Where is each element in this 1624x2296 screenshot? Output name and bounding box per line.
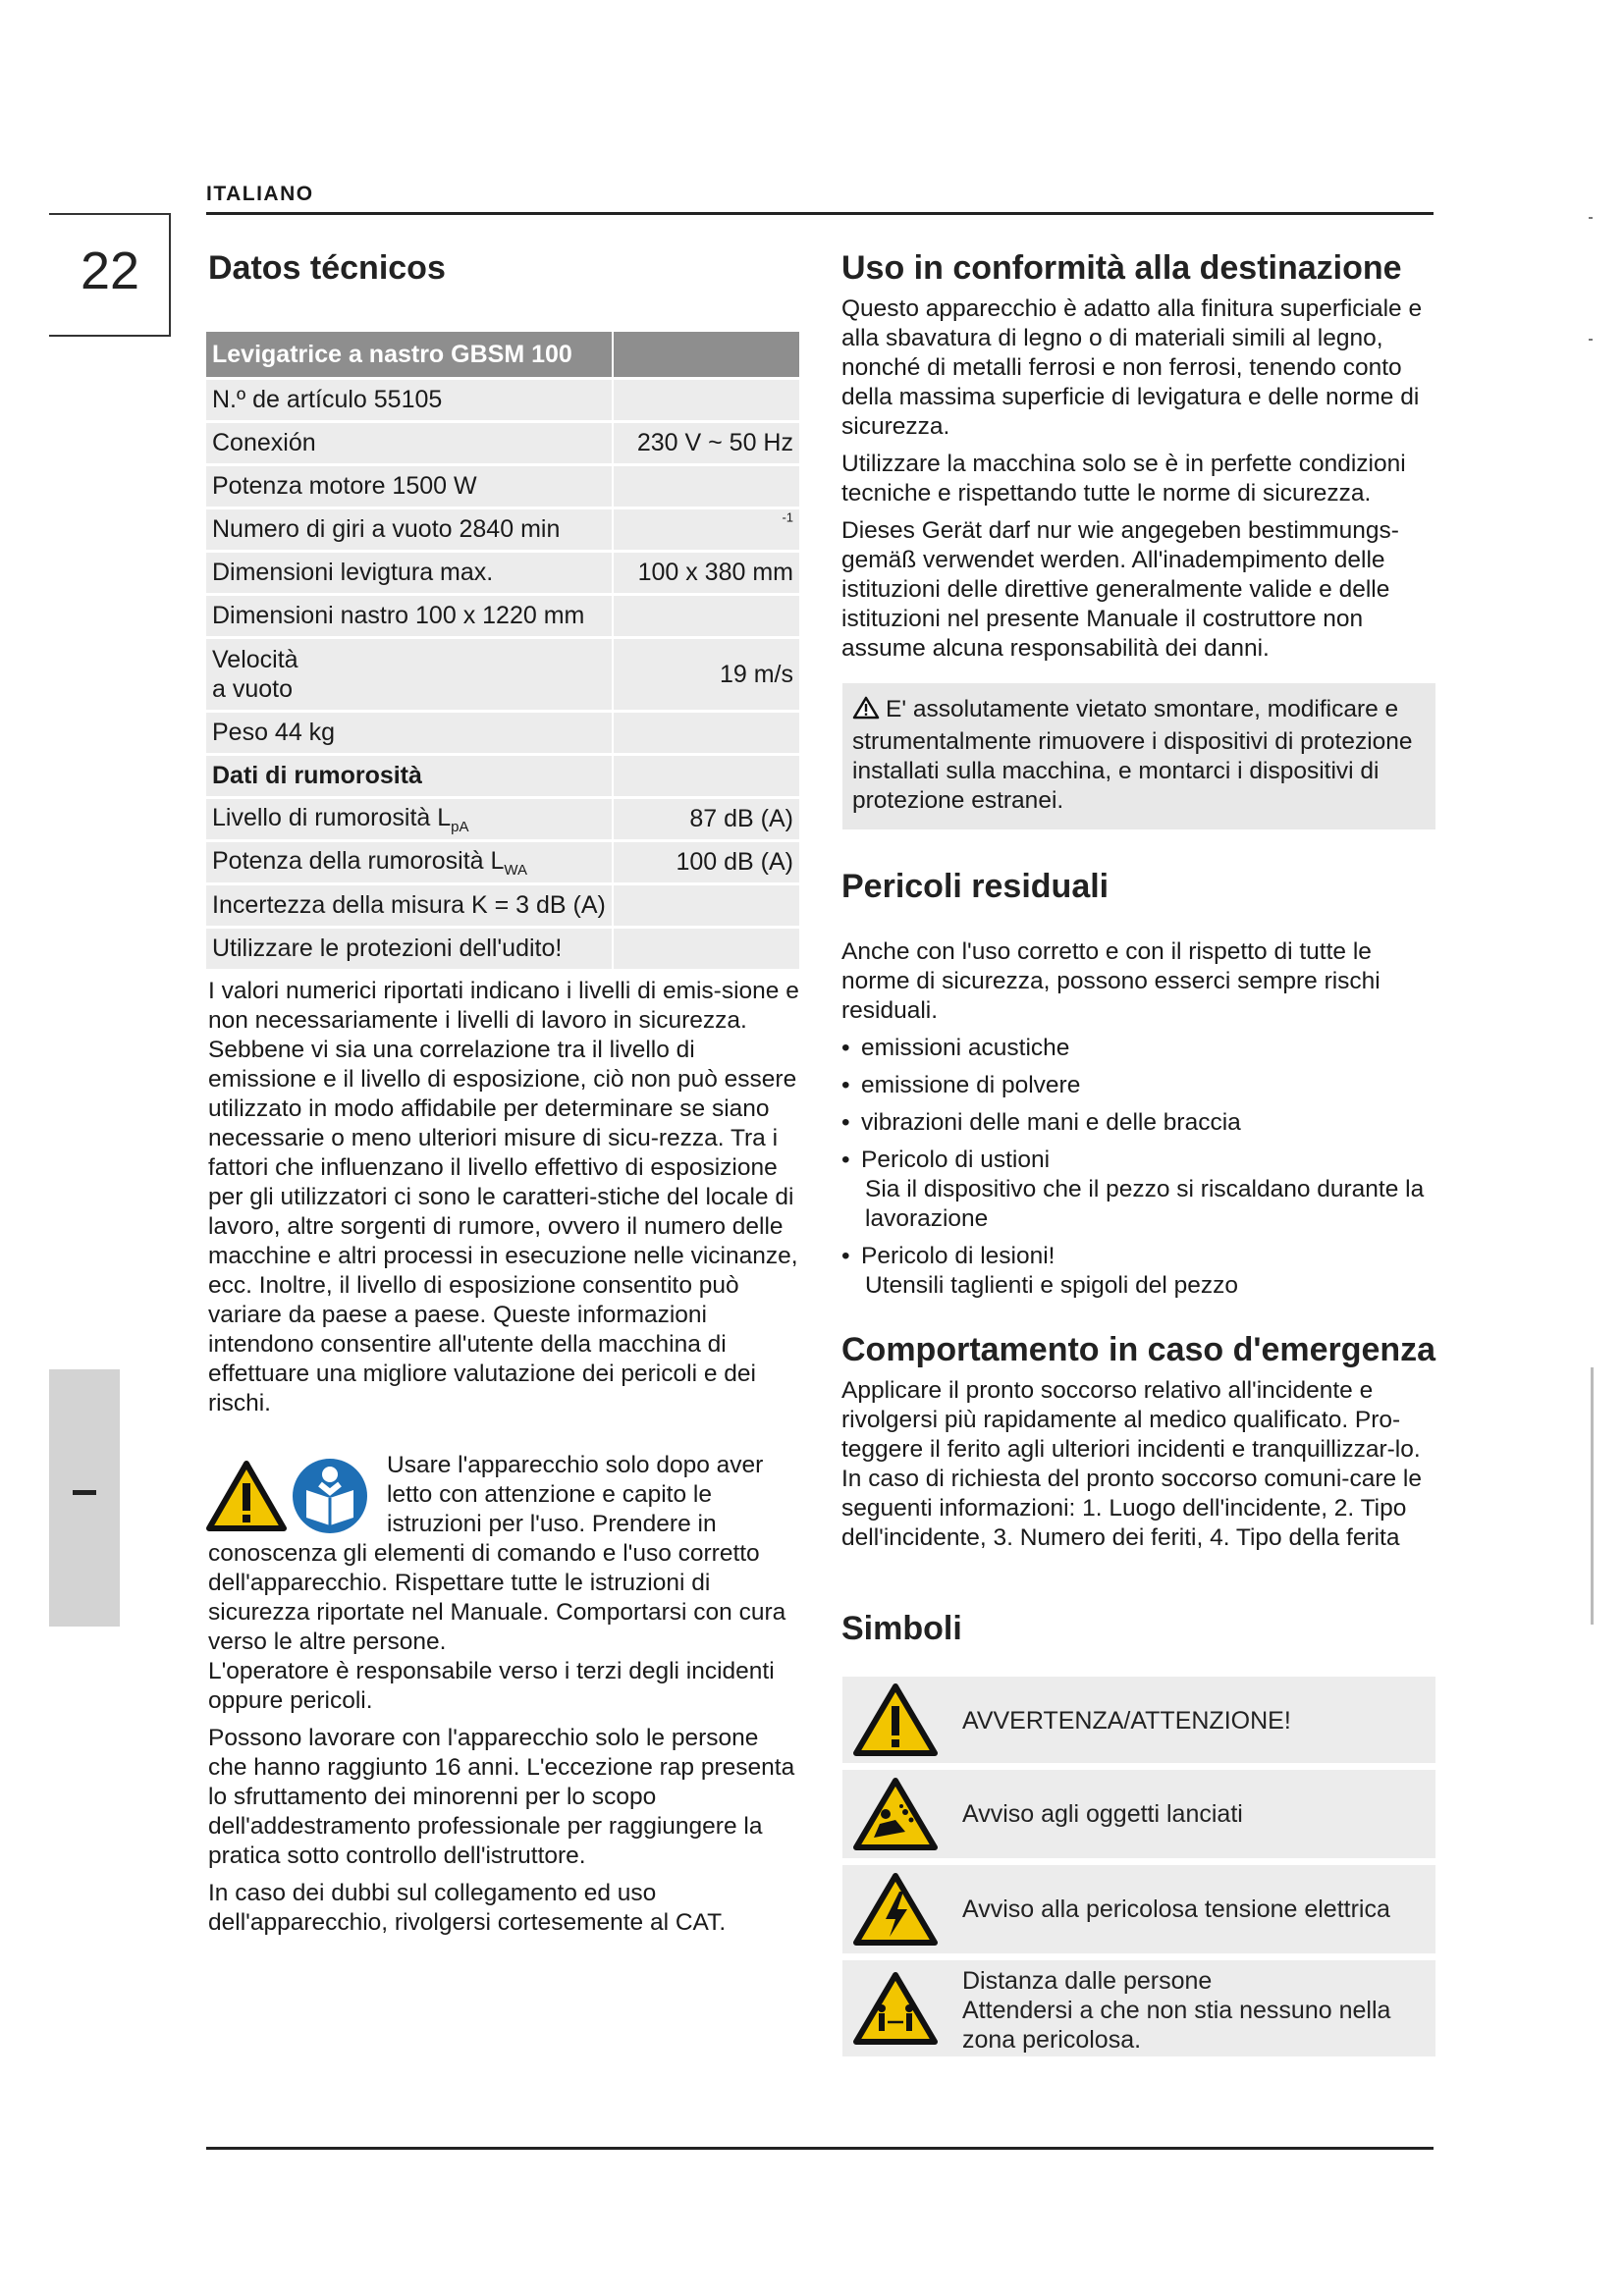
symbols-title: Simboli bbox=[841, 1610, 962, 1647]
spec-label-line: Velocità bbox=[212, 646, 298, 673]
manual-text-rest bbox=[208, 1539, 801, 1946]
dismantling-warning-box bbox=[842, 683, 1435, 829]
noise-data-heading: Dati di rumorosità bbox=[206, 755, 613, 798]
spec-label-subscript: WA bbox=[504, 861, 527, 879]
spec-row bbox=[206, 595, 799, 638]
spec-value bbox=[613, 595, 799, 638]
manual-paragraph: conoscenza gli elementi di comando e l'uso corretto dell'apparecchio. Rispettare tutte le istruzioni di sicurezza riportate nel Manuale. Comportarsi con cura verso le altre persone. bbox=[208, 1540, 786, 1655]
list-item: • Pericolo di lesioni! Utensili taglienti e spigoli del pezzo bbox=[841, 1242, 1436, 1301]
residual-list bbox=[841, 1034, 1436, 1301]
intended-use-title: Uso in conformità alla destinazione bbox=[841, 249, 1402, 287]
spec-label: N.º de artículo 55105 bbox=[206, 379, 613, 422]
spec-label: Potenza motore 1500 W bbox=[206, 465, 613, 508]
spec-value bbox=[613, 379, 799, 422]
spec-row bbox=[206, 508, 799, 552]
list-item-detail: Sia il dispositivo che il pezzo si riscaldano durante la lavorazione bbox=[865, 1176, 1425, 1232]
symbol-label: Avviso alla pericolosa tensione elettrica bbox=[962, 1896, 1390, 1923]
intended-use-p1: Questo apparecchio è adatto alla finitura superficiale e alla sbavatura di legno o di materiali simili al legno, nonché di metalli ferrosi e non ferrosi, tenendo conto della massima superficie di levigatura e delle norme di sicurezza. bbox=[841, 295, 1423, 440]
spec-row bbox=[206, 755, 799, 798]
manual-line: letto con attenzione e capito le bbox=[387, 1481, 712, 1508]
spec-value bbox=[613, 928, 799, 971]
residual-intro: Anche con l'uso corretto e con il rispetto di tutte le norme di sicurezza, possono esserci sempre rischi residuali. bbox=[841, 938, 1380, 1024]
dismantling-warning-text: E' assolutamente vietato smontare, modificare e strumentalmente rimuovere i dispositivi di protezione installati sulla macchina, e montarci i dispositivi di protezione estranei. bbox=[852, 696, 1413, 814]
list-item: • vibrazioni delle mani e delle braccia bbox=[841, 1109, 1241, 1136]
spec-value: 230 V ~ 50 Hz bbox=[613, 422, 799, 465]
spec-label bbox=[206, 798, 613, 841]
edge-mark bbox=[1589, 217, 1593, 219]
tech-data-title: Datos técnicos bbox=[208, 249, 446, 287]
spec-value-superscript: -1 bbox=[782, 509, 793, 525]
operator-paragraph: L'operatore è responsabile verso i terzi degli incidenti oppure pericoli. bbox=[208, 1658, 775, 1714]
spec-table bbox=[206, 332, 799, 972]
spec-row bbox=[206, 928, 799, 971]
spec-label: Conexión bbox=[206, 422, 613, 465]
spec-row bbox=[206, 798, 799, 841]
residual-risks-section bbox=[841, 937, 1436, 1308]
spec-value bbox=[613, 465, 799, 508]
manual-line: Usare l'apparecchio solo dopo aver bbox=[387, 1452, 764, 1478]
spec-row bbox=[206, 465, 799, 508]
spec-label: Peso 44 kg bbox=[206, 712, 613, 755]
flying-objects-warning-icon bbox=[852, 1777, 939, 1856]
page-number: 22 bbox=[80, 241, 140, 300]
spec-label-line: a vuoto bbox=[212, 675, 294, 703]
emergency-title: Comportamento in caso d'emergenza bbox=[841, 1331, 1436, 1368]
spec-value: 87 dB (A) bbox=[613, 798, 799, 841]
spec-row bbox=[206, 422, 799, 465]
symbol-label-line: Attendersi a che non stia nessuno nella zona pericolosa. bbox=[962, 1997, 1391, 2054]
spec-row bbox=[206, 712, 799, 755]
spec-row bbox=[206, 638, 799, 712]
doubt-paragraph: In caso dei dubbi sul collegamento ed uso dell'apparecchio, rivolgersi cortesemente al CAT. bbox=[208, 1880, 727, 1936]
list-item: • emissione di polvere bbox=[841, 1072, 1081, 1098]
residual-risks-title: Pericoli residuali bbox=[841, 868, 1110, 905]
footer-rule bbox=[206, 2147, 1434, 2150]
intended-use-p2: Utilizzare la macchina solo se è in perfette condizioni tecniche e rispettando tutte le norme di sicurezza. bbox=[841, 451, 1406, 507]
side-tab-dash bbox=[73, 1490, 96, 1495]
spec-label: Dimensioni nastro 100 x 1220 mm bbox=[206, 595, 613, 638]
spec-value: 100 x 380 mm bbox=[613, 552, 799, 595]
intended-use-text bbox=[841, 294, 1436, 671]
spec-value: 100 dB (A) bbox=[613, 841, 799, 884]
keep-distance-warning-icon bbox=[852, 1971, 939, 2051]
spec-label: Utilizzare le protezioni dell'udito! bbox=[206, 928, 613, 971]
symbol-label: AVVERTENZA/ATTENZIONE! bbox=[962, 1707, 1291, 1735]
spec-table-header-row bbox=[206, 332, 799, 379]
spec-label: Dimensioni levigtura max. bbox=[206, 552, 613, 595]
spec-row bbox=[206, 552, 799, 595]
manual-line: istruzioni per l'uso. Prendere in bbox=[387, 1511, 717, 1537]
spec-row bbox=[206, 379, 799, 422]
symbol-label bbox=[962, 1966, 1414, 2055]
intended-use-p3: Dieses Gerät darf nur wie angegeben bestimmungs-gemäß verwendet werden. All'inadempimento delle istituzioni delle direttive generalmente valide e delle istituzioni nel presente Manuale il costruttore non assume alcuna responsabilità dei danni. bbox=[841, 517, 1399, 662]
spec-table-header: Levigatrice a nastro GBSM 100 bbox=[206, 332, 613, 379]
list-item: • Pericolo di ustioni Sia il dispositivo che il pezzo si riscaldano durante la lavorazione bbox=[841, 1146, 1436, 1234]
manual-text-short bbox=[387, 1451, 799, 1539]
symbol-row bbox=[842, 1770, 1435, 1858]
spec-row bbox=[206, 841, 799, 884]
list-item-detail: Utensili taglienti e spigoli del pezzo bbox=[865, 1272, 1238, 1299]
spec-value bbox=[613, 755, 799, 798]
symbol-row bbox=[842, 1960, 1435, 2056]
header-rule bbox=[206, 212, 1434, 215]
spec-value bbox=[613, 712, 799, 755]
spec-label: Numero di giri a vuoto 2840 min bbox=[206, 508, 613, 552]
symbol-label: Avviso agli oggetti lanciati bbox=[962, 1800, 1243, 1828]
spec-value bbox=[613, 884, 799, 928]
edge-mark bbox=[1589, 339, 1593, 341]
spec-value bbox=[613, 508, 799, 552]
warning-small-icon bbox=[852, 696, 880, 727]
edge-bar bbox=[1591, 1367, 1594, 1625]
warning-triangle-icon bbox=[206, 1461, 287, 1531]
symbol-row bbox=[842, 1865, 1435, 1953]
noise-paragraph: I valori numerici riportati indicano i livelli di emis-sione e non necessariamente i livelli di lavoro in sicurezza. Sebbene vi sia una correlazione tra il livello di emissione e il livello di esposizione, ciò non può essere utilizzato in modo affidabile per determinare se siano necessarie o meno ulteriori misure di sicu-rezza. Tra i fattori che influenzano il livello effettivo di esposizione per gli utilizzatori ci sono le caratteri-stiche del locale di lavoro, altre sorgenti di rumore, ovvero il numero delle macchine e altri processi in esecuzione nelle vicinanze, ecc. Inoltre, il livello di esposizione consentito può variare da paese a paese. Queste informazioni intendono consentire all'utente della macchina di effettuare una migliore valutazione dei pericoli e dei rischi. bbox=[208, 978, 799, 1416]
spec-label-subscript: pA bbox=[451, 818, 469, 835]
age-paragraph: Possono lavorare con l'apparecchio solo le persone che hanno raggiunto 16 anni. L'eccezione rap presenta lo sfruttamento dei minorenni per lo scopo dell'addestramento professionale per raggiungere la pratica sotto controllo dell'istruttore. bbox=[208, 1725, 795, 1869]
warning-exclamation-icon bbox=[852, 1682, 939, 1762]
spec-value: 19 m/s bbox=[613, 638, 799, 712]
spec-row bbox=[206, 884, 799, 928]
symbol-row bbox=[842, 1677, 1435, 1763]
list-item: • emissioni acustiche bbox=[841, 1035, 1070, 1061]
language-label: ITALIANO bbox=[206, 183, 314, 205]
read-manual-icon bbox=[291, 1457, 369, 1535]
side-tab bbox=[49, 1369, 120, 1627]
spec-label: Incertezza della misura K = 3 dB (A) bbox=[206, 884, 613, 928]
spec-label bbox=[206, 638, 613, 712]
spec-label-text: Livello di rumorosità L bbox=[212, 803, 452, 831]
emergency-text: Applicare il pronto soccorso relativo all'incidente e rivolgersi più rapidamente al medico qualificato. Pro-teggere il ferito agli ulteriori incidenti e tranquillizzar-lo. In caso di richiesta del pronto soccorso comuni-care le seguenti informazioni: 1. Luogo dell'incidente, 2. Tipo dell'incidente, 3. Numero dei feriti, 4. Tipo della ferita bbox=[841, 1377, 1423, 1551]
symbol-label-line: Distanza dalle persone bbox=[962, 1967, 1213, 1995]
spec-label bbox=[206, 841, 613, 884]
electric-voltage-warning-icon bbox=[852, 1872, 939, 1951]
spec-label-text: Potenza della rumorosità L bbox=[212, 846, 505, 875]
